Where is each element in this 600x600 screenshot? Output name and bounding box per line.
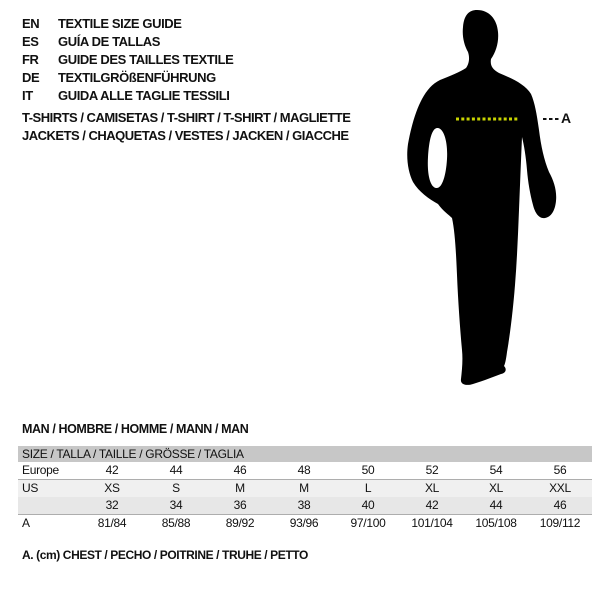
table-cell: 81/84 [97, 516, 127, 530]
table-cell: 32 [105, 498, 119, 512]
table-cell: 109/112 [539, 516, 581, 530]
language-label: GUIDA ALLE TAGLIE TESSILI [58, 88, 230, 103]
table-cell: XS [104, 481, 120, 495]
table-cell: 93/96 [289, 516, 319, 530]
table-cell: S [172, 481, 180, 495]
language-code: DE [22, 70, 40, 85]
table-cell: XL [488, 481, 504, 495]
category-tshirts: T-SHIRTS / CAMISETAS / T-SHIRT / T-SHIRT / MAGLIETTE [22, 110, 351, 125]
measurement-label-a: A [561, 110, 571, 126]
row-label: US [22, 481, 39, 495]
table-cell: 40 [361, 498, 375, 512]
table-cell: 85/88 [161, 516, 191, 530]
table-cell: M [299, 481, 309, 495]
row-label [18, 497, 80, 514]
table-cell: 36 [233, 498, 247, 512]
table-cell: 46 [553, 498, 567, 512]
table-cell: 97/100 [350, 516, 386, 530]
measurement-footnote: A. (cm) CHEST / PECHO / POITRINE / TRUHE / PETTO [22, 548, 308, 562]
language-label: GUÍA DE TALLAS [58, 34, 161, 49]
language-code: IT [22, 88, 33, 103]
table-cell: 44 [489, 498, 503, 512]
table-cell: 48 [297, 463, 311, 477]
category-jackets: JACKETS / CHAQUETAS / VESTES / JACKEN / GIACCHE [22, 128, 349, 143]
language-code: ES [22, 34, 39, 49]
table-cell: 34 [169, 498, 183, 512]
table-cell: 54 [489, 463, 503, 477]
table-cell: 101/104 [411, 516, 453, 530]
man-silhouette [407, 10, 556, 385]
language-code: FR [22, 52, 39, 67]
language-code: EN [22, 16, 40, 31]
table-cell: 52 [425, 463, 439, 477]
size-table-header: SIZE / TALLA / TAILLE / GRÖSSE / TAGLIA [18, 446, 592, 462]
table-cell: 38 [297, 498, 311, 512]
table-cell: 56 [553, 463, 567, 477]
size-table [18, 446, 592, 532]
table-cell: 46 [233, 463, 247, 477]
table-cell: XL [424, 481, 440, 495]
language-label: TEXTILGRÖßENFÜHRUNG [58, 70, 216, 85]
table-cell: 44 [169, 463, 183, 477]
section-title-man: MAN / HOMBRE / HOMME / MANN / MAN [22, 422, 249, 436]
table-row-unlabeled [18, 497, 592, 515]
table-row-us [18, 480, 592, 497]
table-cell: L [364, 481, 372, 495]
table-cell: XXL [549, 481, 571, 495]
table-cell: 105/108 [475, 516, 517, 530]
table-row-a-chest [18, 515, 592, 532]
language-label: GUIDE DES TAILLES TEXTILE [58, 52, 234, 67]
table-cell: M [235, 481, 245, 495]
table-cell: 42 [105, 463, 119, 477]
table-row-europe [18, 462, 592, 480]
table-cell: 50 [361, 463, 375, 477]
row-label: Europe [22, 463, 59, 477]
language-label: TEXTILE SIZE GUIDE [58, 16, 182, 31]
row-label: A [22, 516, 30, 530]
table-cell: 89/92 [225, 516, 255, 530]
table-cell: 42 [425, 498, 439, 512]
